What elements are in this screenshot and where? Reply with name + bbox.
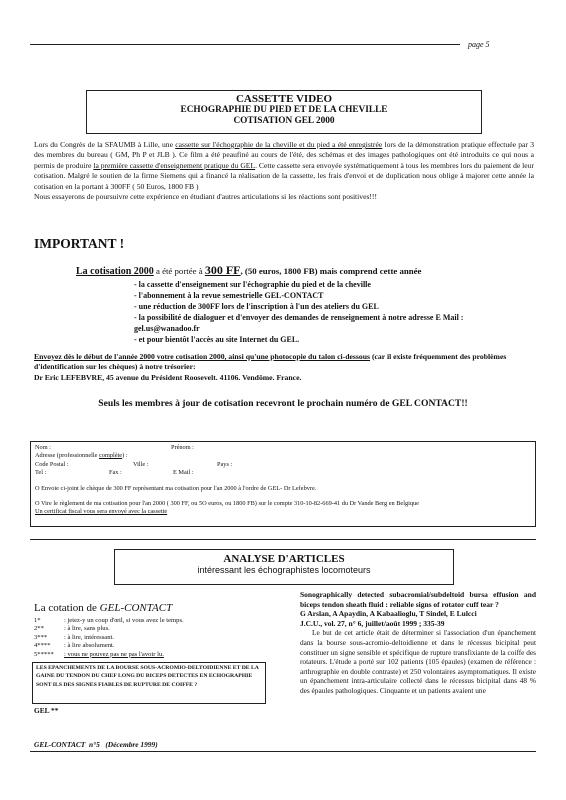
page-number: page 5	[468, 40, 490, 49]
rating-item	[34, 625, 264, 633]
rating-scale	[34, 617, 264, 659]
article-authors: G Arslan, A Apaydin, A Kabaalioglu, T Sindel, E Lulcci	[300, 609, 477, 619]
important-heading: IMPORTANT !	[34, 236, 125, 251]
text-run: Lors du Congrès de la SFAUMB à Lille, une	[34, 140, 176, 149]
text-run-underlined: cassette sur l'échographie de la cheville et du pied a été enregistrée	[175, 140, 383, 149]
form-row-address	[35, 452, 531, 460]
rating-text: : vous ne pouvez pas ne pas l'avoir lu.	[64, 650, 164, 658]
rating-mark: 2**	[34, 625, 44, 633]
text-run: ) :	[122, 452, 128, 460]
article-summary	[300, 590, 536, 696]
tel-label: Tel :	[35, 469, 47, 477]
text-run-underlined: la première cassette d'enseignement pratique du GEL	[93, 160, 256, 170]
cassette-paragraph	[34, 140, 534, 192]
text-run: . Cette cassette sera envoyée systématiquement à tous les membres lors du paiement de leur cotisation. Malgré le soutien de la firme Siemens qui a financé la réalisation de la cassette, les frais d'envoi et de duplication nous oblige à majorer cette année la cotisation en la portant à 300FF ( 50 Euros, 1800 FB )	[34, 160, 534, 191]
cassette-subtitle: ECHOGRAPHIE DU PIED ET DE LA CHEVILLE	[180, 105, 388, 116]
analyse-title-box	[114, 549, 454, 585]
send-instructions	[34, 352, 534, 383]
rating-mark: 1*	[34, 617, 41, 624]
rating-text: : jetez-y un coup d'œil, si vous avez le temps.	[64, 617, 184, 624]
rating-mark: 4****	[34, 642, 51, 650]
ville-label: Ville :	[133, 460, 149, 468]
rating-text: : à lire absolument.	[64, 642, 115, 650]
analyse-title: ANALYSE D'ARTICLES	[223, 553, 345, 565]
rating-item	[34, 617, 264, 625]
payment-option-transfer[interactable]: O Vire le règlement de ma cotisation pour l'an 2000 ( 300 FF, ou 5O euros, ou 1800 FB) sur le compte 310-10-82-669-41 du Dr Vande Berg en Belgique	[35, 500, 419, 508]
cotisation-label: La cotisation 2000	[76, 266, 154, 277]
cotisation-amount: 300 FF	[204, 263, 241, 277]
article-rating: GEL **	[34, 706, 59, 715]
bottom-rule	[30, 751, 536, 752]
fax-label: Fax :	[109, 469, 122, 477]
analyse-subtitle: intéressant les échographistes locomoteurs	[197, 565, 371, 576]
benefit-item: - et pour bientôt l'accès au site Internet du GEL.	[134, 335, 300, 344]
text-run: lors de la démonstration pratique effectuée par 3 des membres du bureau ( GM, Ph P et JLB ). Ce film a été peaufiné au cours de l'été, des schémas et des images pathologiques ont été introduits ce qui nous a permis de produire	[34, 140, 535, 170]
article-question: LES EPANCHEMENTS DE LA BOURSE SOUS-ACROMIO-DELTOIDIENNE ET DE LA GAINE DU TENDON DU CHEF LONG DU BICEPS DETECTES EN ECHOGRAPHIE SONT ILS DES SIGNES FIABLES DE RUPTURE DE COIFFE ?	[36, 665, 259, 688]
text-run-underlined: Un certificat fiscal vous sera envoyé avec la cassette	[35, 508, 168, 516]
benefits-list	[134, 279, 520, 345]
benefit-item: - la cassette d'enseignement sur l'échographie du pied et de la cheville	[134, 280, 371, 289]
form-row-name	[35, 444, 531, 452]
form-row-city	[35, 461, 531, 469]
article-body: Le but de cet article était de déterminer si l'association d'un épanchement dans la bourse sous-acromio-deltoidienne et dans le récessus bicipital peut constituer un signe sensible et spécifique de rupture transfixiante de la coiffe des rotateurs. L'étude a porté sur 102 patients (105 épaules) (examen de référence : arthrographie en double contraste) et 250 volontaires asymptomatiques. Il existe un épanchement intra-articulaire collecté dans le récessus bicipital dans 48 % des épaules pathologiques. Cinquante et un patients avaient une	[300, 628, 536, 695]
subscription-form	[30, 441, 536, 527]
code-postal-label: Code Postal :	[35, 460, 69, 468]
article-title: Sonographically detected subacromial/subdeltoid bursa effusion and biceps tendon sheath fluid : reliable signs of rotator cuff tear ?	[300, 590, 536, 609]
pays-label: Pays :	[217, 460, 233, 468]
cassette-title: CASSETTE VIDEO	[235, 93, 333, 105]
journal-name: GEL-CONTACT	[99, 602, 173, 614]
top-rule	[30, 44, 460, 45]
section-rule	[30, 539, 536, 540]
text-run-underlined: complète	[99, 452, 123, 460]
text-run: a été portée à	[153, 266, 205, 276]
cassette-paragraph-2: Nous essayerons de poursuivre cette expérience en étudiant d'autres articulations si les réactions sont positives!!!	[34, 192, 377, 202]
text-run: (car il existe fréquemment des problèmes d'identification sur les chèques) à notre trésorier:	[34, 352, 507, 372]
form-row-contact	[35, 469, 531, 477]
cotisation-line	[76, 263, 536, 278]
cassette-subtitle-2: COTISATION GEL 2000	[233, 115, 335, 126]
fiscal-note	[35, 508, 531, 516]
cassette-title-box	[86, 90, 482, 134]
cotation-title	[34, 602, 172, 614]
article-question-box	[32, 662, 266, 704]
benefit-item: - la possibilité de dialoguer et d'envoyer des demandes de renseignement à notre adresse E Mail : gel.us@wanadoo.fr	[134, 313, 464, 333]
members-notice: Seuls les membres à jour de cotisation recevront le prochain numéro de GEL CONTACT!!	[98, 398, 468, 409]
page-footer: GEL-CONTACT n°5 (Décembre 1999)	[34, 740, 158, 749]
payment-option-cheque[interactable]: O Envoie ci-joint le chèque de 300 FF représentant ma cotisation pour l'an 2000 à l'ordre de GEL- Dr Lefebvre.	[35, 484, 317, 492]
benefit-item: - une réduction de 300FF lors de l'inscription à l'un des ateliers du GEL	[134, 302, 379, 311]
benefit-item: - l'abonnement à la revue semestrielle GEL-CONTACT	[134, 291, 324, 300]
cassette-text	[34, 140, 534, 202]
text-run: , (50 euros, 1800 FB) mais comprend cette année	[240, 266, 422, 276]
rating-item	[34, 642, 264, 650]
rating-text: : à lire, sans plus.	[64, 625, 110, 633]
prenom-label: Prénom :	[171, 444, 194, 451]
nom-label: Nom :	[35, 444, 51, 451]
rating-mark: 3***	[34, 633, 48, 641]
text-run-underlined: Envoyez dès le début de l'année 2000 votre cotisation 2000, ainsi qu'une photocopie du talon ci-dessous	[34, 352, 371, 361]
article-reference: J.C.U., vol. 27, n° 6, juillet/août 1999 ; 335-39	[300, 618, 445, 628]
rating-text: : à lire, intéressant.	[64, 633, 114, 641]
rating-item	[34, 634, 264, 642]
text-run: Adresse (professionnelle	[35, 452, 99, 460]
rating-item	[34, 651, 264, 659]
treasurer-address: Dr Eric LEFEBVRE, 45 avenue du Président Roosevelt. 41106. Vendôme. France.	[34, 372, 302, 382]
email-label: E Mail :	[173, 469, 194, 477]
rating-mark: 5*****	[34, 650, 54, 658]
text-run: La cotation de	[34, 602, 100, 614]
